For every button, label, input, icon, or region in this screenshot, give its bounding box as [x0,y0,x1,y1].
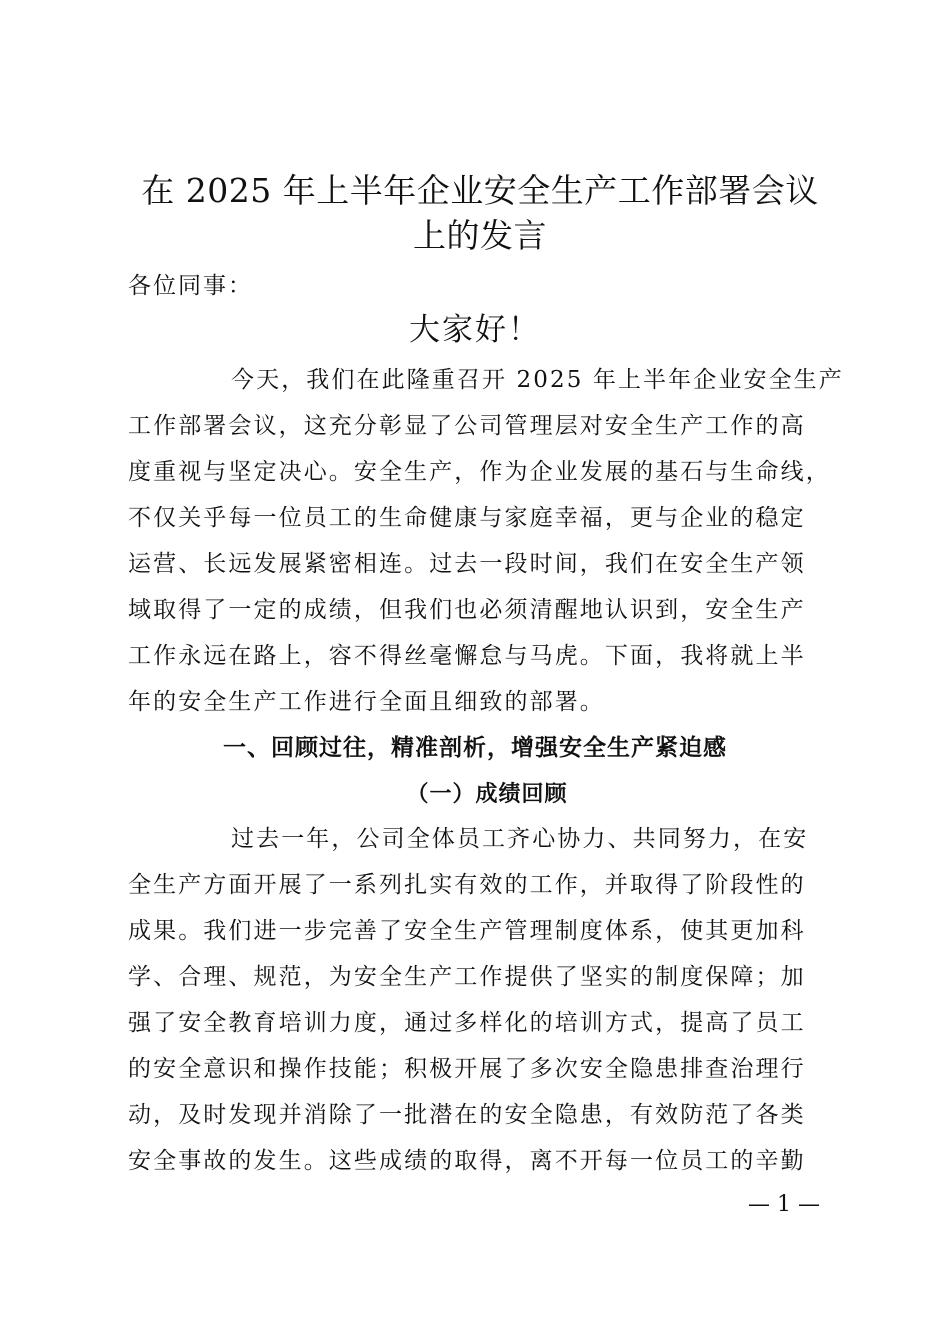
paragraph-line: 运营、长远发展紧密相连。过去一段时间，我们在安全生产领 [128,551,806,577]
paragraph-line: 度重视与坚定决心。安全生产，作为企业发展的基石与生命线， [128,459,831,485]
paragraph-line: 的安全意识和操作技能；积极开展了多次安全隐患排查治理行 [128,1056,806,1082]
paragraph-line: 工作永远在路上，容不得丝毫懈怠与马虎。下面，我将就上半 [128,643,806,669]
opening-paragraph [128,357,844,725]
greeting-text: 大家好！ [409,312,541,348]
paragraph-line: 不仅关乎每一位员工的生命健康与家庭幸福，更与企业的稳定 [128,505,806,531]
paragraph-line: 学、合理、规范，为安全生产工作提供了坚实的制度保障；加 [128,964,806,990]
section-heading-1: 一、回顾过往，精准剖析，增强安全生产紧迫感 [223,735,727,761]
paragraph-line: 过去一年，公司全体员工齐心协力、共同努力，在安 [231,826,809,852]
paragraph-line: 强了安全教育培训力度，通过多样化的培训方式，提高了员工 [128,1010,806,1036]
paragraph-line: 年的安全生产工作进行全面且细致的部署。 [128,689,605,715]
salutation-text: 各位同事： [128,273,253,299]
paragraph-line: 域取得了一定的成绩，但我们也必须清醒地认识到，安全生产 [128,597,806,623]
page-title [120,168,840,258]
title-line-2: 上的发言 [413,216,547,255]
paragraph-line: 成果。我们进一步完善了安全生产管理制度体系，使其更加科 [128,918,806,944]
subsection-heading-1: （一）成绩回顾 [406,781,568,807]
paragraph-line: 今天，我们在此隆重召开 2025 年上半年企业安全生产 [231,367,844,393]
paragraph-line: 动，及时发现并消除了一批潜在的安全隐患，有效防范了各类 [128,1102,806,1128]
paragraph-line: 全生产方面开展了一系列扎实有效的工作，并取得了阶段性的 [128,872,806,898]
paragraph-line: 安全事故的发生。这些成绩的取得，离不开每一位员工的辛勤 [128,1148,806,1174]
paragraph-line: 工作部署会议，这充分彰显了公司管理层对安全生产工作的高 [128,413,806,439]
title-line-1: 在 2025 年上半年企业安全生产工作部署会议 [141,171,819,210]
achievements-paragraph [128,816,818,1184]
page-number: — 1 — [748,1192,820,1217]
